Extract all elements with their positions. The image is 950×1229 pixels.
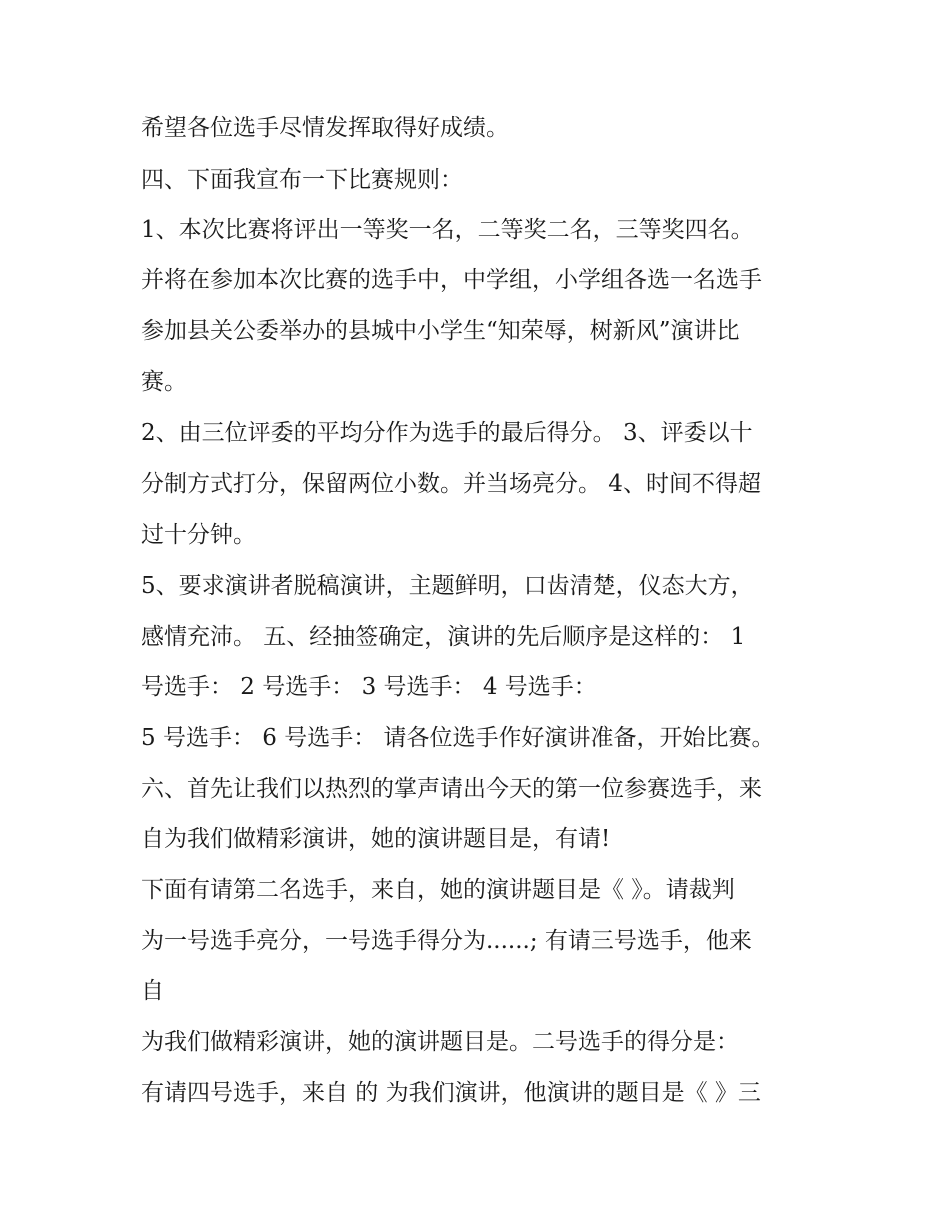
text-line: 5 号选手： 6 号选手： 请各位选手作好演讲准备，开始比赛。 <box>141 725 775 751</box>
text-line: 2、由三位评委的平均分作为选手的最后得分。 3、评委以十 <box>141 420 753 446</box>
text-line: 为一号选手亮分，一号选手得分为......; 有请三号选手，他来 <box>141 928 752 954</box>
text-line: 希望各位选手尽情发挥取得好成绩。 <box>141 115 509 141</box>
text-line: 六、首先让我们以热烈的掌声请出今天的第一位参赛选手，来 <box>141 776 762 802</box>
text-line: 参加县关公委举办的县城中小学生“知荣辱，树新风”演讲比 <box>141 318 740 344</box>
text-line: 有请四号选手，来自 的 为我们演讲，他演讲的题目是《 》三 <box>141 1080 761 1106</box>
text-line: 下面有请第二名选手，来自，她的演讲题目是《 》。请裁判 <box>141 877 735 903</box>
text-line: 并将在参加本次比赛的选手中，中学组，小学组各选一名选手 <box>141 267 762 293</box>
text-line: 感情充沛。 五、经抽签确定，演讲的先后顺序是这样的： 1 <box>141 624 746 650</box>
text-line: 分制方式打分，保留两位小数。并当场亮分。 4、时间不得超 <box>141 471 761 497</box>
text-line: 自 <box>141 978 164 1004</box>
text-line: 为我们做精彩演讲，她的演讲题目是。二号选手的得分是： <box>141 1029 739 1055</box>
text-line: 5、要求演讲者脱稿演讲，主题鲜明，口齿清楚，仪态大方， <box>141 573 754 599</box>
text-line: 过十分钟。 <box>141 522 256 548</box>
text-line: 自为我们做精彩演讲，她的演讲题目是，有请! <box>141 826 611 852</box>
text-line: 号选手： 2 号选手： 3 号选手： 4 号选手： <box>141 674 597 700</box>
text-line: 赛。 <box>141 369 187 395</box>
text-line: 四、下面我宣布一下比赛规则： <box>141 167 463 193</box>
text-line: 1、本次比赛将评出一等奖一名，二等奖二名，三等奖四名。 <box>141 217 754 243</box>
